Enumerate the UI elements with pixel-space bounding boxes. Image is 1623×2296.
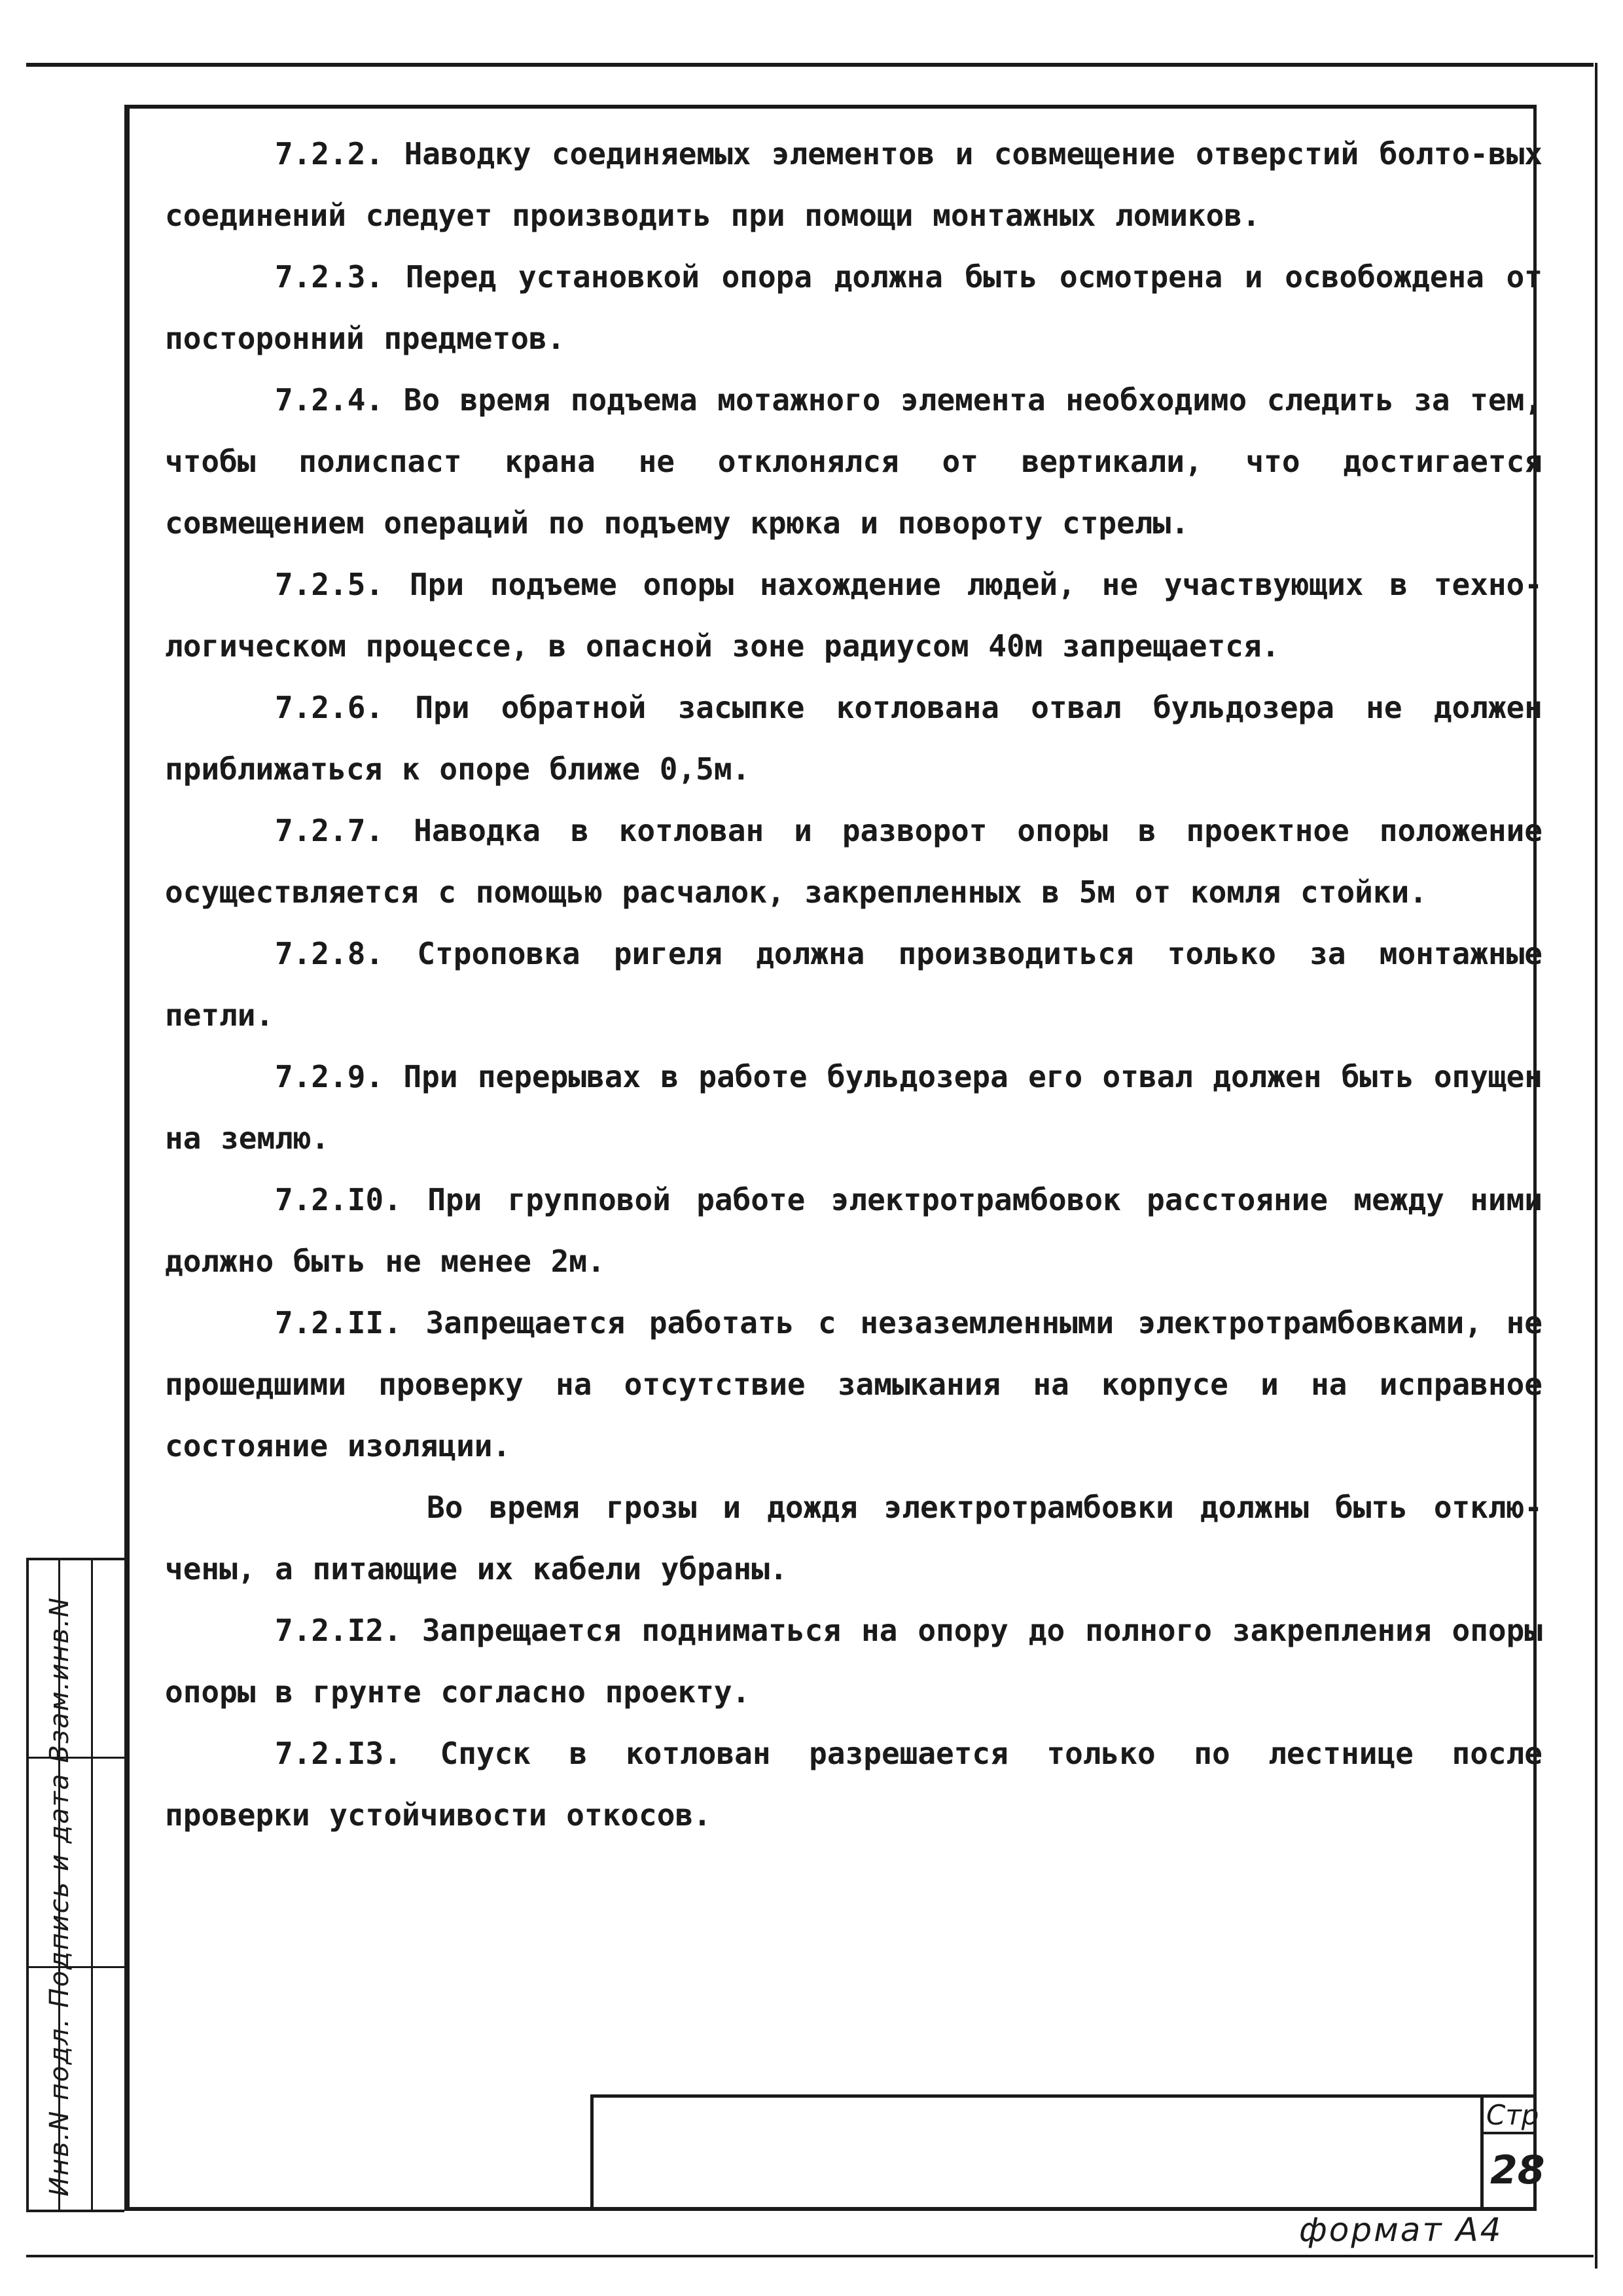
paragraph-7-2-5: 7.2.5. При подъеме опоры нахождение людей, не участвующих в техно-логическом процессе, в опасной зоне радиусом 40м запрещается. xyxy=(165,567,1543,664)
paragraph-7-2-12: 7.2.I2. Запрещается подниматься на опору до полного закрепления опоры опоры в грунте согласно проекту. xyxy=(165,1613,1543,1710)
paragraph-7-2-3: 7.2.3. Перед установкой опора должна быть осмотрена и освобождена от посторонний предметов. xyxy=(165,259,1543,356)
binding-strip-divider xyxy=(29,1757,124,1759)
paragraph-7-2-8: 7.2.8. Строповка ригеля должна производиться только за монтажные петли. xyxy=(165,936,1543,1033)
page-cell-divider xyxy=(1484,2132,1537,2134)
paragraph-7-2-6: 7.2.6. При обратной засыпке котлована отвал бульдозера не должен приближаться к опоре ближе 0,5м. xyxy=(165,690,1543,787)
page-number-cell xyxy=(1480,2098,1545,2211)
binding-strip-divider xyxy=(29,1966,124,1968)
title-block-stamp xyxy=(590,2094,1545,2211)
paragraph-7-2-7: 7.2.7. Наводка в котлован и разворот опоры в проектное положение осуществляется с помощью расчалок, закрепленных в 5м от комля стойки. xyxy=(165,813,1543,910)
paragraph-7-2-4: 7.2.4. Во время подъема мотажного элемента необходимо следить за тем, чтобы полиспаст крана не отклонялся от вертикали, что достигается совмещением операций по подъему крюка и повороту стрелы. xyxy=(165,382,1543,541)
bottom-border-line xyxy=(26,2255,1594,2257)
paragraph-7-2-2: 7.2.2. Наводку соединяемых элементов и совмещение отверстий болто-вых соединений следует производить при помощи монтажных ломиков. xyxy=(165,136,1543,233)
page-number: 28 xyxy=(1490,2147,1545,2193)
paragraph-7-2-11: 7.2.II. Запрещается работать с незаземленными электротрамбовками, не прошедшими проверку на отсутствие замыкания на корпусе и на исправное состояние изоляции. xyxy=(165,1305,1543,1463)
paragraph-storm-note: Во время грозы и дождя электротрамбовки должны быть отклю-чены, а питающие их кабели убраны. xyxy=(165,1490,1543,1587)
page-label: Стр xyxy=(1486,2099,1539,2131)
top-border-line xyxy=(26,63,1594,67)
paragraph-7-2-10: 7.2.I0. При групповой работе электротрамбовок расстояние между ними должно быть не менее 2м. xyxy=(165,1182,1543,1279)
paragraph-7-2-13: 7.2.I3. Спуск в котлован разрешается только по лестнице после проверки устойчивости откосов. xyxy=(165,1736,1543,1833)
document-body xyxy=(165,123,1543,1846)
binding-strip-label: Инв.N подл. Подпись и дата Взам.инв.N xyxy=(45,1596,75,2197)
binding-strip-divider xyxy=(91,1560,93,2210)
paragraph-7-2-9: 7.2.9. При перерывах в работе бульдозера его отвал должен быть опущен на землю. xyxy=(165,1059,1543,1156)
format-label: формат А4 xyxy=(1299,2211,1503,2249)
right-border-line xyxy=(1595,63,1597,2269)
binding-strip xyxy=(26,1558,124,2212)
